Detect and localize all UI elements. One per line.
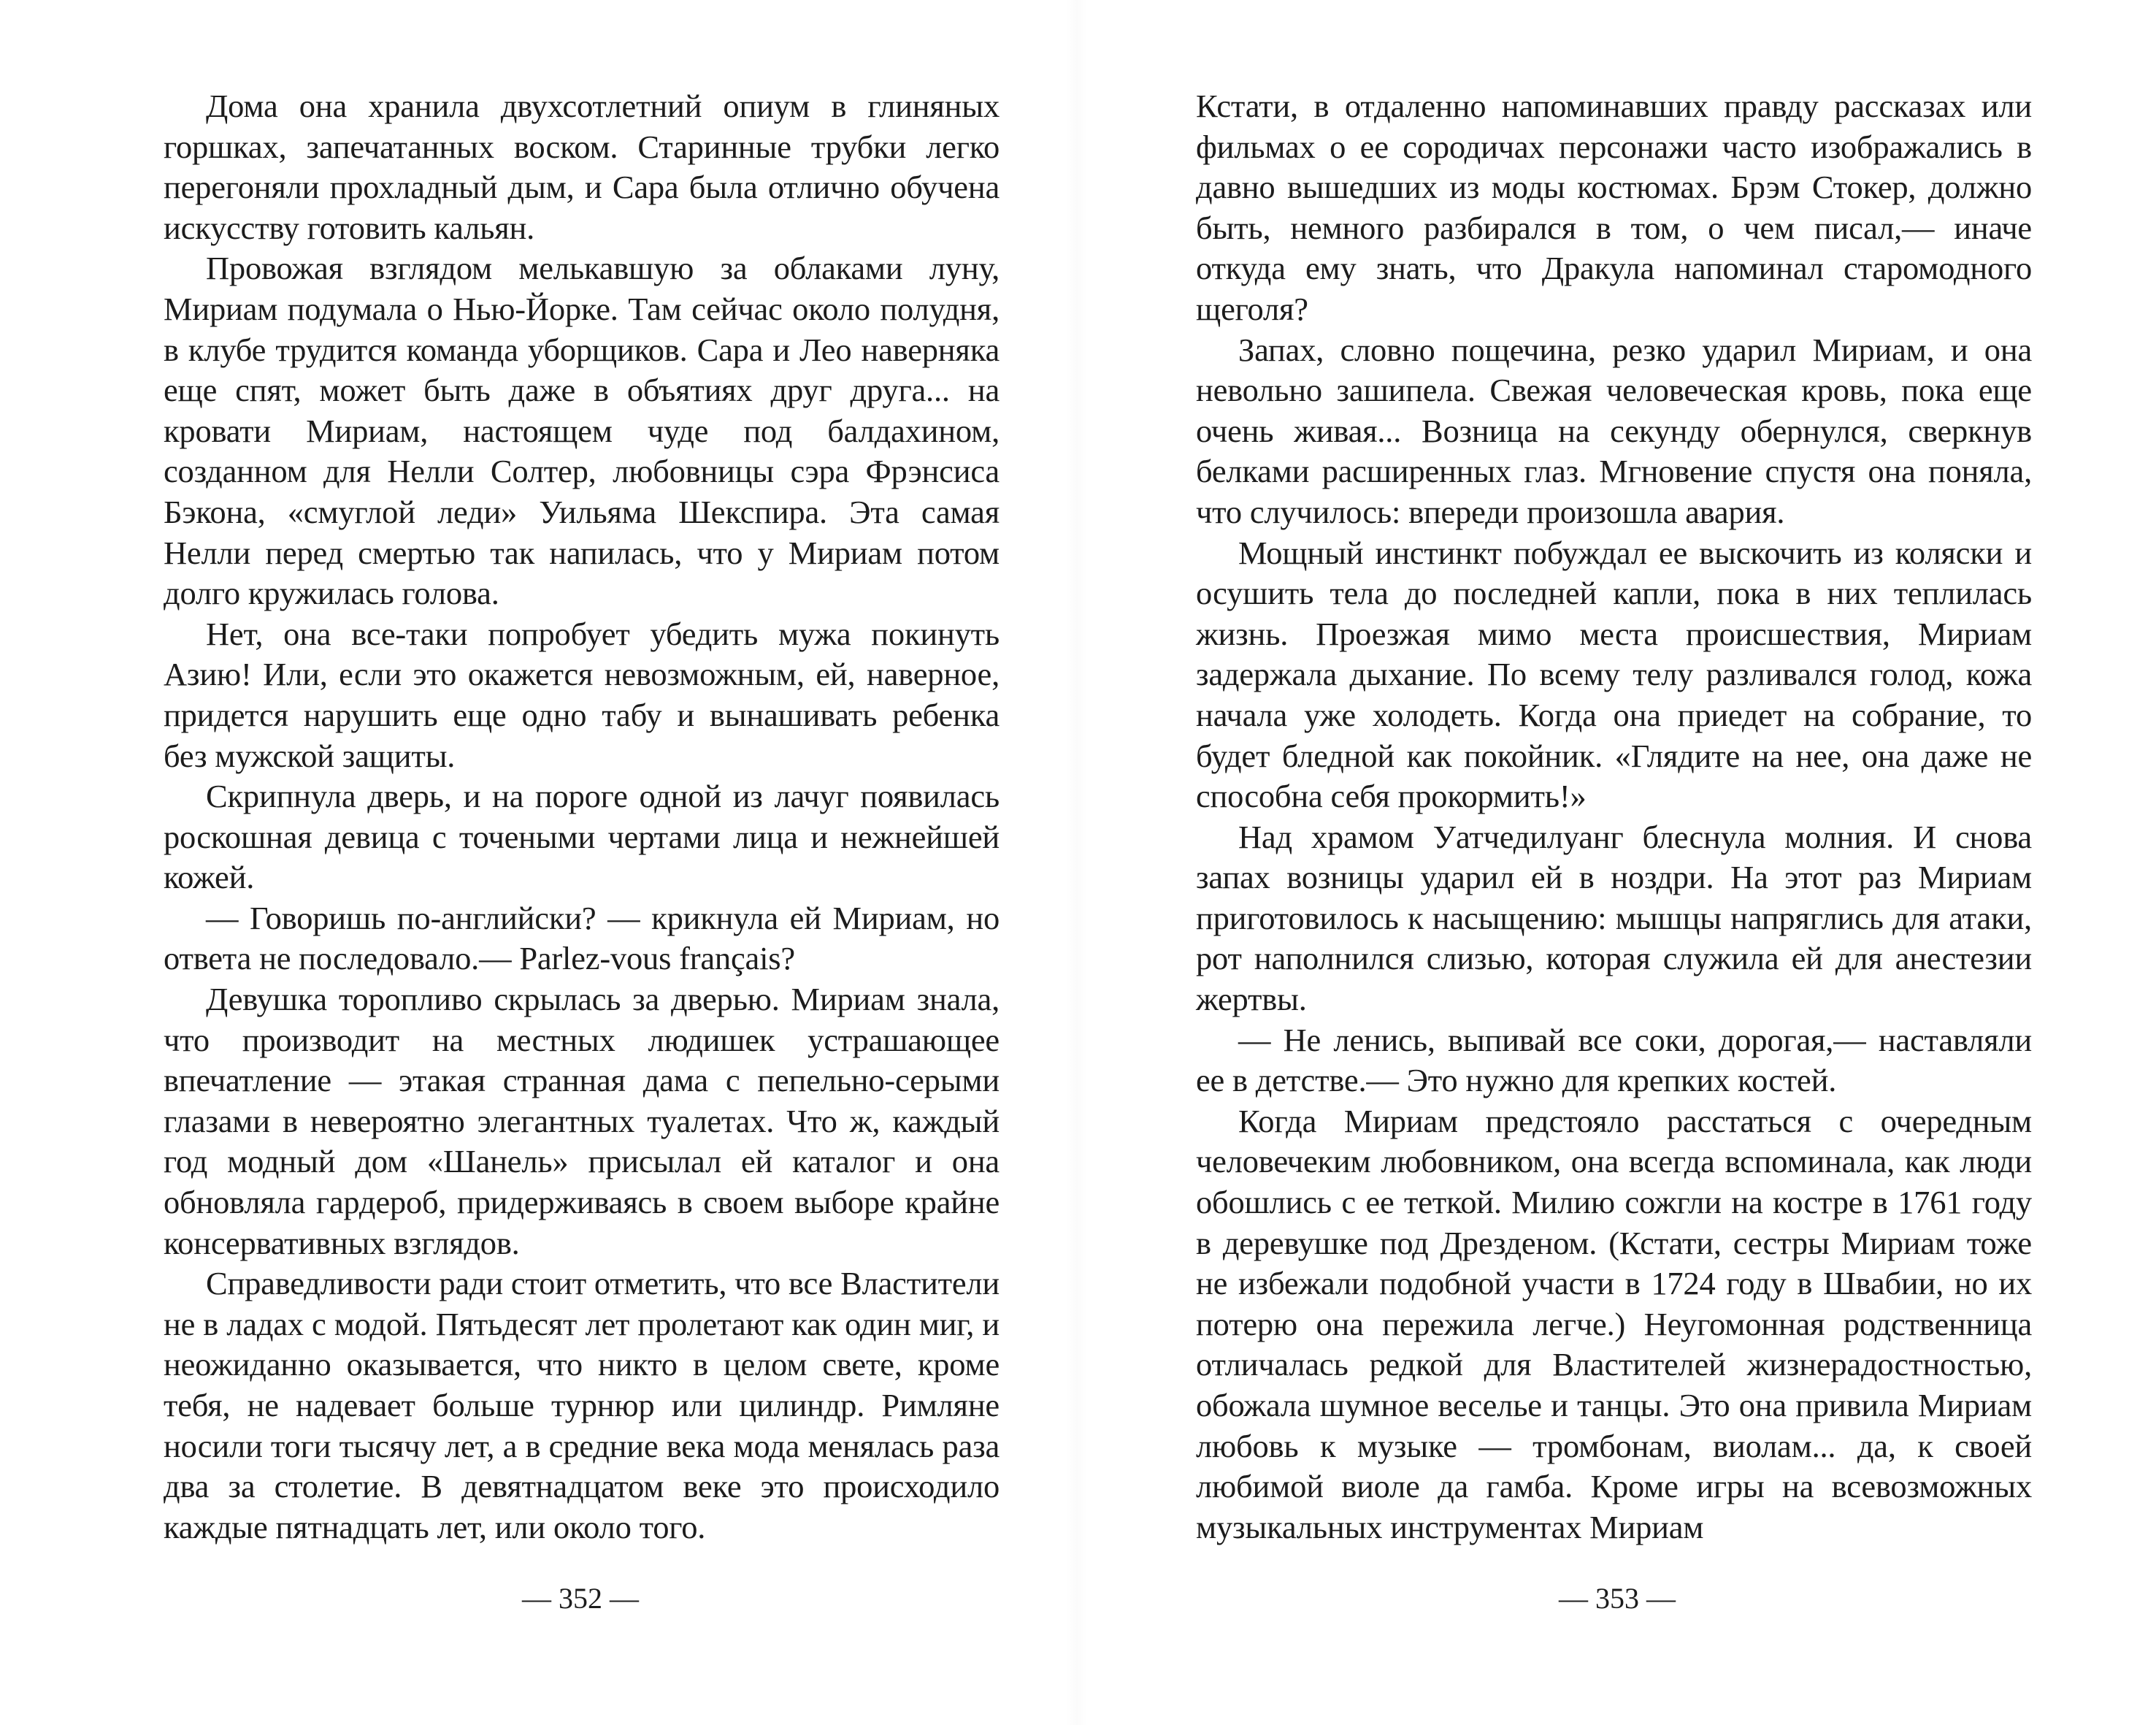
left-page	[164, 86, 1000, 1548]
paragraph: Девушка торопливо скрылась за дверью. Мириам знала, что производит на местных людишек устрашающее впечатление — этакая странная дама с пепельно-серыми глазами в невероятно элегантных туалетах. Что ж, каждый год модный дом «Шанель» присылал ей каталог и она обновляла гардероб, придерживаясь в своем выборе крайне консервативных взглядов.	[164, 981, 1000, 1261]
paragraph: Дома она хранила двухсотлетний опиум в глиняных горшках, запечатанных воском. Старинные трубки легко перегоняли прохладный дым, и Сара была отлично обучена искусству готовить кальян.	[164, 88, 1000, 246]
left-page-text	[164, 86, 1000, 1548]
paragraph: — Говоришь по-английски? — крикнула ей Мириам, но ответа не последовало.— Parlez-vous français?	[164, 899, 1000, 977]
paragraph: Кстати, в отдаленно напоминавших правду рассказах или фильмах о ее сородичах персонажи часто изображались в давно вышедших из моды костюмах. Брэм Стокер, должно быть, немного разбирался в том, о чем писал,— иначе откуда ему знать, что Дракула напоминал старомодного щеголя?	[1196, 88, 2032, 327]
paragraph: Нет, она все-таки попробует убедить мужа покинуть Азию! Или, если это окажется невозможным, ей, наверное, придется нарушить еще одно табу и вынашивать ребенка без мужской защиты.	[164, 615, 1000, 774]
page-number-left: — 352 —	[522, 1582, 639, 1615]
paragraph: Скрипнула дверь, и на пороге одной из лачуг появилась роскошная девица с точеными чертами лица и нежнейшей кожей.	[164, 778, 1000, 896]
book-gutter	[1066, 0, 1088, 1725]
paragraph: Мощный инстинкт побуждал ее выскочить из коляски и осушить тела до последней капли, пока в них теплилась жизнь. Проезжая мимо места происшествия, Мириам задержала дыхание. По всему телу разливался голод, кожа начала уже холодеть. Когда она приедет на собрание, то будет бледной как покойник. «Глядите на нее, она даже не способна себя прокормить!»	[1196, 534, 2032, 815]
paragraph: — Не ленись, выпивай все соки, дорогая,— наставляли ее в детстве.— Это нужно для крепких костей.	[1196, 1021, 2032, 1099]
paragraph: Справедливости ради стоит отметить, что все Властители не в ладах с модой. Пятьдесят лет пролетают как один миг, и неожиданно оказывается, что никто в целом свете, кроме тебя, не надевает больше турнюр или цилиндр. Римляне носили тоги тысячу лет, а в средние века мода менялась раза два за столетие. В девятнадцатом веке это происходило каждые пятнадцать лет, или около того.	[164, 1265, 1000, 1545]
right-page-text	[1196, 86, 2032, 1548]
page-number-right: — 353 —	[1559, 1582, 1676, 1615]
paragraph: Над храмом Уатчедилуанг блеснула молния. И снова запах возницы ударил ей в ноздри. На этот раз Мириам приготовилось к насыщению: мышцы напряглись для атаки, рот наполнился слизью, которая служила ей для анестезии жертвы.	[1196, 818, 2032, 1018]
paragraph: Провожая взглядом мелькавшую за облаками луну, Мириам подумала о Нью-Йорке. Там сейчас около полудня, в клубе трудится команда уборщиков. Сара и Лео наверняка еще спят, может быть даже в объятиях друг друга... на кровати Мириам, настоящем чуде под балдахином, созданном для Нелли Солтер, любовницы сэра Фрэнсиса Бэкона, «смуглой леди» Уильяма Шекспира. Эта самая Нелли перед смертью так напилась, что у Мириам потом долго кружилась голова.	[164, 250, 1000, 612]
paragraph: Когда Мириам предстояло расстаться с очередным человечеким любовником, она всегда вспоминала, как люди обошлись с ее теткой. Милию сожгли на костре в 1761 году в деревушке под Дрезденом. (Кстати, сестры Мириам тоже не избежали подобной участи в 1724 году в Швабии, но их потерю она пережила легче.) Неугомонная родственница отличалась редкой для Властителей жизнерадостностью, обожала шумное веселье и танцы. Это она привила Мириам любовь к музыке — тромбонам, виолам... да, к своей любимой виоле да гамба. Кроме игры на всевозможных музыкальных инструментах Мириам	[1196, 1102, 2032, 1545]
right-page	[1196, 86, 2032, 1548]
paragraph: Запах, словно пощечина, резко ударил Мириам, и она невольно зашипела. Свежая человеческая кровь, пока еще очень живая... Возница на секунду обернулся, сверкнув белками расширенных глаз. Мгновение спустя она поняла, что случилось: впереди произошла авария.	[1196, 331, 2032, 530]
